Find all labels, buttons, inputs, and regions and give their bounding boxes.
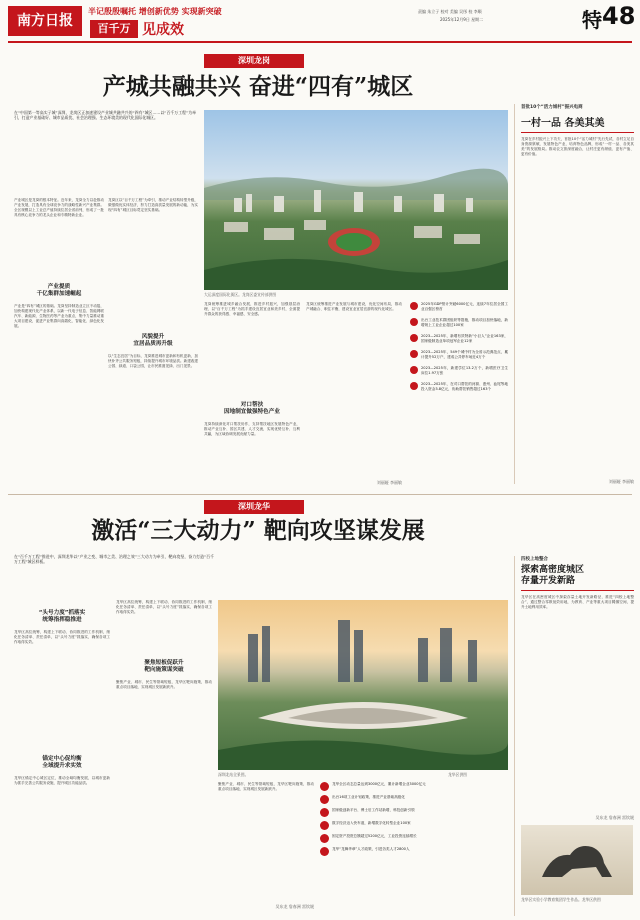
sidebar2-byline: 吴东龙 詹春洲 雷钦媛 <box>595 815 634 820</box>
stat-text: 2023—2025年，新建学位13.2万个，新增医疗卫生床位1.97万张 <box>421 366 508 375</box>
story1-body-col1: 产业城区是龙岗的根本特征。近年来，龙岗全力以赴推动产业发展，打造具有全球竞争力的战略性新兴产业集群。全区规模以上工业总产值持续位居全省前列，形成了一批具有核心竞争力的龙头企业和专精特新企业。 <box>14 198 104 217</box>
masthead <box>0 0 640 44</box>
masthead-rule <box>8 41 632 43</box>
stat-text: 龙华全区动态总量达到3000亿元，累计新增企业3000亿元 <box>332 782 426 786</box>
story1-photo-caption: 大运深度国际化街区。龙岗区委宣传部供图 <box>204 292 277 297</box>
city-skyline-illustration <box>218 600 508 770</box>
sidebar1-kicker: 首批10个“活力城村”振兴电商 <box>521 105 583 110</box>
story1-kicker: 深圳龙岗 <box>204 54 304 68</box>
story2 <box>8 500 508 916</box>
stat-text: 2023—2025年，在对口帮扶的河源、惠州、汕尾等地投入资金3.8亿元，协助帮扶销售超过163个 <box>421 382 508 391</box>
story2-stats <box>320 782 508 916</box>
story2-photo-credit: 龙华区供图 <box>448 772 467 777</box>
stat-text: 出台16项工业计划政策，推进产业基础高级化 <box>332 795 405 799</box>
story2-body-b: 龙华区锚定中心城区定位，推动全域均衡发展，以城市更新为抓手完善公共服务设施，提升城区功能品质。 <box>14 776 110 785</box>
sidebar2-title: 探索高密度城区 存量开发新路 <box>521 565 634 591</box>
story1-subhead-col2: 风貌提升 宜居品质再升级 <box>133 334 173 347</box>
story2-lead: 在“百千万工程”推进中，深圳龙华以“产业之变、城市之美、治理之效”三大动力为牵引，靶向攻坚，奋力打造“百千万工程”城区样板。 <box>14 554 214 565</box>
story1 <box>8 48 508 488</box>
story1-subhead-col3: 对口帮扶 因地制宜做强特色产业 <box>224 402 280 415</box>
stat-text: 固定资产投资总额超过5200亿元，工业投资连续增长 <box>332 834 417 838</box>
stat-item <box>410 302 508 312</box>
sidebar2-kicker: 四校上地整合 <box>521 557 548 562</box>
sidebar2-photo <box>521 825 633 895</box>
handshake-icon <box>410 382 418 390</box>
story1-body-col2: 龙岗区以“百千万工程”为牵引，推动产业结构转型升级，做强做优实体经济，努力打造高质量发展的新动能，为实现“四有”城区目标奠定坚实基础。 <box>108 198 198 212</box>
stat-item <box>320 782 508 791</box>
sidebar1-body: 龙岗在乡村振兴上下功夫，首批10个“活力城村”先行先试，各村立足自身资源禀赋，发展特色产业，培育特色品牌，形成“一村一品、各美其美”的发展格局。推动农文旅深度融合，让村庄更有颜值、更有产值、更有价值。 <box>521 137 634 156</box>
story2-subhead-a: “头号力度”抓落实 统筹指挥稳推进 <box>38 610 86 623</box>
sidebar1-byline: 刘丽娅 李丽敏 <box>608 479 634 484</box>
campaign-badge: 百千万 <box>90 20 138 38</box>
chip-icon <box>320 821 329 830</box>
masthead-logo: 南方日报 <box>8 6 82 36</box>
story1-headline: 产城共融共兴 奋进“四有”城区 <box>102 73 414 100</box>
story1-photo <box>204 110 508 290</box>
story2-photo-caption: 深圳北站全景图。 <box>218 772 249 777</box>
masthead-slogan: 半记殷殷嘱托 增创新优势 实现新突破 <box>88 7 222 16</box>
house-icon <box>410 350 418 358</box>
building-icon <box>320 782 329 791</box>
page-number: 48 <box>602 2 636 30</box>
story2-body-col2: 龙华区高位统筹，构建上下联动、协同推进的工作机制，细化任务清单、责任清单，以“头号力度”抓落实，确保各项工作取得实效。 <box>116 600 212 614</box>
factory-icon <box>410 318 418 326</box>
story2-headline: 激活“三大动力” 靶向攻坚谋发展 <box>91 517 425 544</box>
city-aerial-illustration <box>204 110 508 290</box>
story-divider <box>8 494 632 495</box>
school-icon <box>410 366 418 374</box>
masthead-meta-1: 责编 朱立子 校对 美编 吴彤 校 李顺 <box>418 9 482 14</box>
stat-text: 数字经济迈入快车道，新增数字化转型企业100家 <box>332 821 411 825</box>
stat-text: 2025年GDP预计突破6000亿元，连续7年位居全国工业百强区榜首 <box>421 302 508 311</box>
stat-item <box>320 821 508 830</box>
masthead-meta-2: 2025年12月9日 星期二 <box>440 17 484 22</box>
section-label: 特 <box>582 8 602 32</box>
story2-photo <box>218 600 508 770</box>
story2-subhead-c: 聚焦短板促跃升 靶向施策谋突破 <box>144 660 184 673</box>
horse-sculpture-illustration <box>532 833 622 887</box>
stat-text: 龙华“龙舞华章”人才政策，引进各类人才2800人 <box>332 847 410 851</box>
sidebar1 <box>514 104 634 484</box>
sidebar2-body: 龙华区在高密度城区中探索存量土地开发新路径，推进“四校上地整合”，通过整合零散低效用地，为教育、产业等重大项目腾挪空间，提升土地利用效率。 <box>521 595 634 609</box>
story2-kicker: 深圳龙华 <box>204 500 304 514</box>
stat-item <box>410 382 508 392</box>
story2-body-c: 聚焦产业、城市、民生等领域短板，龙华区靶向施策，推动重点项目落地，实现城区发展新跃升。 <box>116 680 212 689</box>
story1-body-col3: 龙岗统筹推进城乡融合发展，推进乡村振兴，加强基层治理，以“百千万工程”为抓手建设宜居宜业和美乡村，全面提升群众的获得感、幸福感、安全感。 <box>204 302 300 316</box>
stat-text: 国家级创新平台、博士后工作站新增，科技创新引领 <box>332 808 415 812</box>
sidebar2-photo-caption: 龙华区实验小学教育集团学生作品。龙华区供图 <box>521 897 601 902</box>
stat-item <box>320 795 508 804</box>
story1-stats <box>410 302 508 488</box>
campaign-tail: 见成效 <box>142 22 184 38</box>
story1-body-col3b: 龙岗持续深化对口帮扶协作，支持帮扶地区发展特色产业，推动产业互补、园区共建、人才交流，实现优势互补、互利共赢，为区域协调发展贡献力量。 <box>204 422 300 436</box>
sidebar2 <box>514 556 634 916</box>
lightbulb-icon <box>320 808 329 817</box>
story2-byline: 吴东龙 詹春洲 雷钦媛 <box>275 904 314 909</box>
story1-body-col2b: 以“生态宜居”为目标，龙岗推进城市更新和有机更新，加快补齐公共服务短板，持续提升城市环境品质。新建改建公园、绿道、口袋公园，让市民推窗见绿、出门见景。 <box>108 354 198 368</box>
document-icon <box>320 795 329 804</box>
story1-body-col4: 龙岗区统筹推进产业发展与城市建设，优化空间布局，推动产城融合、职住平衡，建设宜业宜居宜游的现代化城区。 <box>306 302 402 311</box>
story2-body-col3: 聚焦产业、城市、民生等领域短板，龙华区靶向施策，推动重点项目落地，实现城区发展新跃升。 <box>218 782 314 791</box>
coin-icon <box>320 834 329 843</box>
stat-item <box>410 366 508 376</box>
stat-item <box>320 834 508 843</box>
story1-body-col1b: 产业是“四有”城区的基础。龙岗坚持制造业立区不动摇，加快构建现代化产业体系，以新一代电子信息、智能网联汽车、新能源、生物医药等产业为重点，集中力量推动重大项目建设，促进产业集群向高端化、智能化、绿色化发展。 <box>14 304 104 328</box>
stat-item <box>410 318 508 328</box>
story2-subhead-b: 锚定中心促均衡 全域提升求实效 <box>42 756 82 769</box>
story1-byline: 刘丽娅 李丽敏 <box>376 480 402 485</box>
stat-text: 2023—2025年，新增有效特新“小巨人”企业163家，国家级制造业单项冠军企业12家 <box>421 334 508 343</box>
chart-icon <box>410 302 418 310</box>
story2-body-a: 龙华区高位统筹，构建上下联动、协同推进的工作机制，细化任务清单、责任清单，以“头号力度”抓落实，确保各项工作取得实效。 <box>14 630 110 644</box>
sidebar1-title: 一村一品 各美其美 <box>521 114 634 133</box>
stat-item <box>410 334 508 344</box>
people-icon <box>320 847 329 856</box>
stat-item <box>320 808 508 817</box>
stat-item <box>410 350 508 360</box>
story1-subhead-col1: 产业提质 千亿集群加速崛起 <box>36 284 82 297</box>
stat-item <box>320 847 508 856</box>
stat-text: 出台工业技术群团组织等措施，推动项目加快落地，新增规上工业企业超过100家 <box>421 318 508 327</box>
stat-text: 2023—2025年，549个城中村为全省示范典范点，累计提升52万户，建成公共停车场近4万个 <box>421 350 508 359</box>
story1-lead: 在“中国第一等高实子城”深圳，龙岗区正加速建设产业城共融共兴的“四有”城区……以“百千万工程”为牵引，打造产业基础好、城市品质优、社会治理强、生态环境美的现代化国际化城区。 <box>14 110 196 121</box>
trophy-icon <box>410 334 418 342</box>
